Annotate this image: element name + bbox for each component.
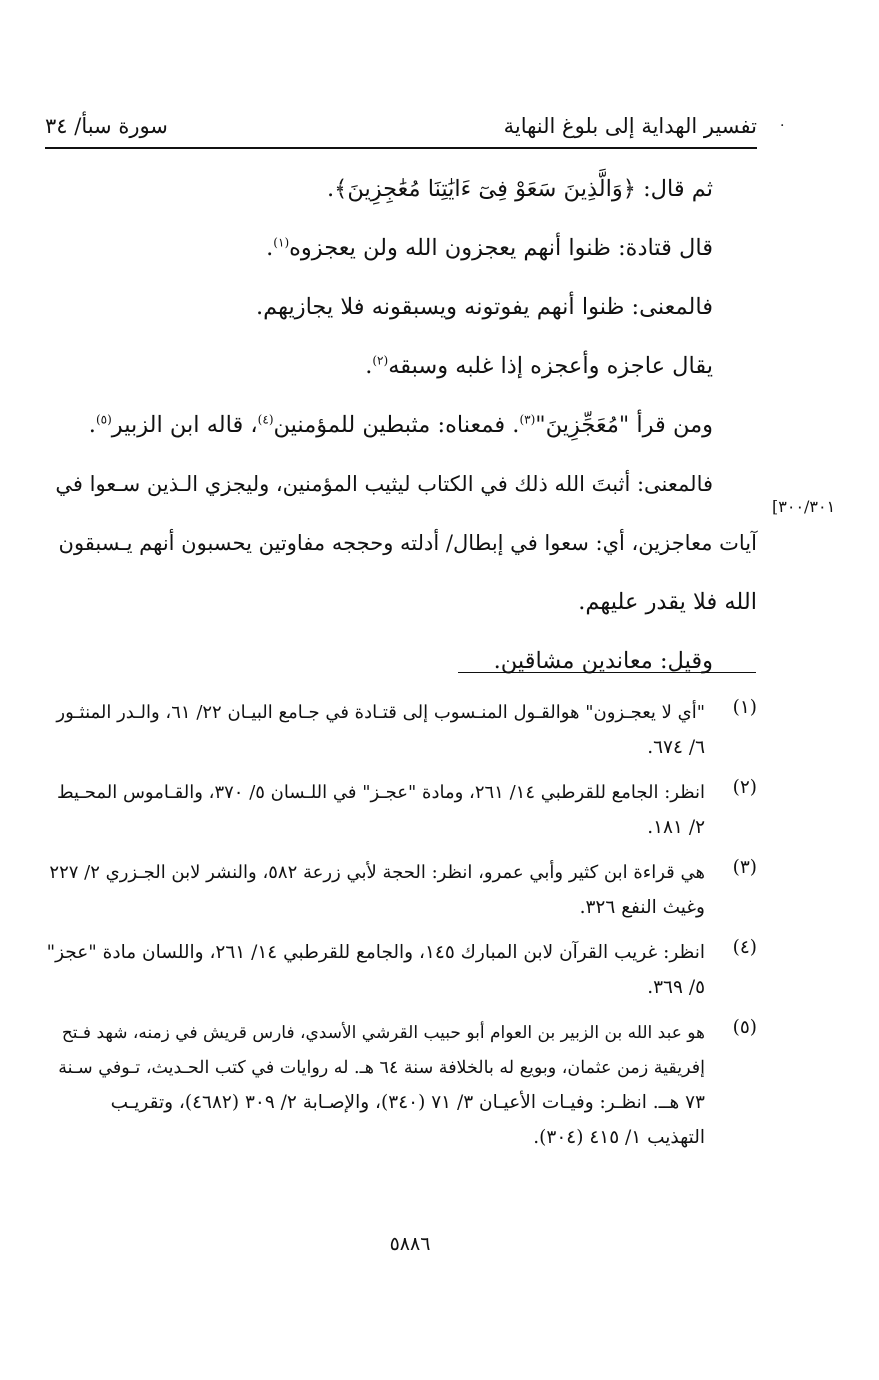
footnote-line: إفريقية زمن عثمان، وبويع له بالخلافة سنة ٦٤ هـ. له روايات في كتب الحـديث، تـوفي سـنة	[58, 1058, 705, 1078]
reading-meaning: . فمعناه: مثبطين للمؤمنين	[273, 412, 520, 438]
footnote-line: انظر: الجامع للقرطبي ١٤/ ٢٦١، ومادة "عجـز" في اللـسان ٥/ ٣٧٠، والقـاموس المحـيط	[56, 782, 705, 803]
surah-label: سورة سبأ/ ٣٤	[45, 114, 168, 138]
footnote-marker-1[interactable]: (١)	[273, 235, 290, 250]
text-line-5	[45, 399, 757, 458]
footnote-4	[45, 937, 757, 1007]
line-end: .	[365, 353, 373, 379]
meaning-statement: فالمعنى: ظنوا أنهم يفوتونه ويسبقونه فلا يجازيهم.	[255, 294, 713, 320]
book-title: تفسير الهداية إلى بلوغ النهاية	[503, 114, 757, 138]
attribution: ، قاله ابن الزبير	[111, 412, 258, 438]
footnote-3	[45, 857, 757, 927]
footnote-number: (٥)	[732, 1017, 757, 1038]
footnote-line: ٢/ ١٨١.	[647, 817, 705, 838]
paragraph-line: الله فلا يقدر عليهم.	[578, 589, 757, 615]
main-text	[45, 163, 757, 694]
text-line-1	[45, 163, 757, 222]
text-line-6	[45, 458, 757, 517]
footnote-number: (٣)	[732, 857, 757, 878]
header-dot: ·	[780, 118, 785, 134]
footnote-line: ٦/ ٦٧٤.	[647, 737, 705, 758]
qatada-statement: قال قتادة: ظنوا أنهم يعجزون الله ولن يعجزوه	[289, 235, 713, 261]
footnote-number: (٢)	[732, 777, 757, 798]
footnote-line: هو عبد الله بن الزبير بن العوام أبو حبيب القرشي الأسدي، فارس قريش في زمنه، شهد فـتح	[61, 1023, 705, 1043]
text-line-4	[45, 340, 757, 399]
text-line-2	[45, 222, 757, 281]
reading-variant: ومن قرأ "مُعَجِّزِينَ"	[535, 412, 713, 438]
footnote-marker-2[interactable]: (٢)	[372, 353, 389, 368]
footnote-number: (٤)	[732, 937, 757, 958]
footnote-number: (١)	[732, 697, 757, 718]
footnote-line: ٧٣ هــ. انظـر: وفيـات الأعيـان ٣/ ٧١ (٣٤٠)، والإصـابة ٢/ ٣٠٩ (٤٦٨٢)، وتقريـب	[110, 1092, 705, 1113]
page-number: ٥٨٨٦	[389, 1233, 431, 1255]
header-rule	[45, 147, 757, 149]
quran-verse-line: ثم قال: ﴿وَالَّذِينَ سَعَوْ فِىٓ ءَايَٰتِنَا مُعَٰجِزِينَ﴾.	[327, 176, 713, 202]
footnote-2	[45, 777, 757, 847]
text-line-3	[45, 281, 757, 340]
text-line-9	[45, 635, 757, 694]
footnotes	[45, 697, 757, 1167]
footnote-5	[45, 1017, 757, 1157]
footnote-line: ٥/ ٣٦٩.	[647, 977, 705, 998]
footnote-marker-3[interactable]: (٣)	[519, 412, 536, 427]
footnote-line: "أي لا يعجـزون" هوالقـول المنـسوب إلى قتـادة في جـامع البيـان ٢٢/ ٦١، والـدر المنثـور	[56, 702, 705, 723]
running-header	[45, 108, 757, 144]
text-line-7	[45, 517, 757, 576]
footnote-line: هي قراءة ابن كثير وأبي عمرو، انظر: الحجة لأبي زرعة ٥٨٢، والنشر لابن الجـزري ٢/ ٢٢٧	[49, 862, 705, 883]
footnote-line: وغيث النفع ٣٢٦.	[579, 897, 705, 918]
paragraph-line: فالمعنى: أثبتَ الله ذلك في الكتاب ليثيب المؤمنين، وليجزي الـذين سـعوا في	[55, 472, 713, 496]
manuscript-page-reference: [٣٠٠/٣٠١	[772, 497, 836, 516]
footnote-line: التهذيب ١/ ٤١٥ (٣٠٤).	[533, 1127, 705, 1148]
paragraph-line: وقيل: معاندين مشاقين.	[493, 648, 713, 674]
footnote-1	[45, 697, 757, 767]
footnote-marker-5[interactable]: (٥)	[95, 412, 112, 427]
footnote-line: انظر: غريب القرآن لابن المبارك ١٤٥، والجامع للقرطبي ١٤/ ٢٦١، واللسان مادة "عجز"	[46, 942, 705, 963]
paragraph-line: آيات معاجزين، أي: سعوا في إبطال/ أدلته وحججه مفاوتين يحسبون أنهم يـسبقون	[58, 531, 757, 555]
linguistic-note: يقال عاجزه وأعجزه إذا غلبه وسبقه	[388, 353, 713, 379]
footnote-marker-4[interactable]: (٤)	[257, 412, 274, 427]
line-end: .	[88, 412, 96, 438]
footnote-separator	[458, 672, 756, 673]
line-end: .	[266, 235, 274, 261]
text-line-8	[45, 576, 757, 635]
